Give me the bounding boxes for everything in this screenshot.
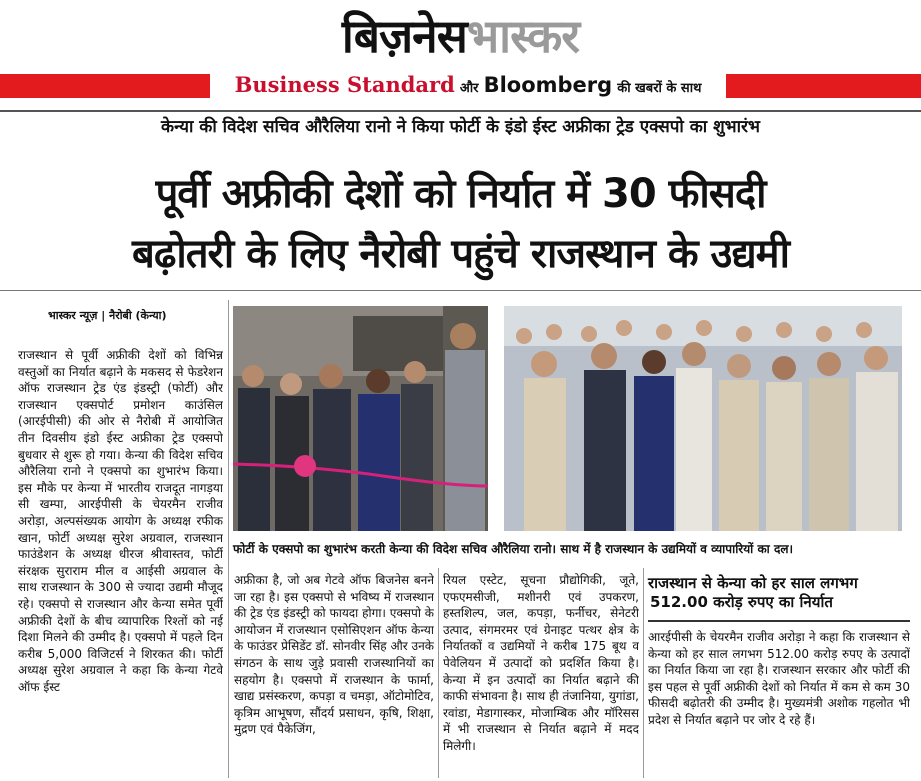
column-divider [228, 300, 229, 778]
partner-business-standard: Business Standard [234, 72, 455, 97]
headline-rule [0, 290, 921, 291]
sidebar-body: आरईपीसी के चेयरमैन राजीव अरोड़ा ने कहा कि राजस्थान से केन्या को हर साल लगभग 512.00 करोड़ रुपए के उत्पादों का निर्यात किया जा रहा है। राजस्थान सरकार और फोर्टी की इस पहल से पूर्वी अफ्रीकी देशों को निर्यात में कम से कम 30 फीसदी बढ़ोतरी की उम्मीद है। मुख्यमंत्री अशोक गहलोत भी प्रदेश से निर्यात बढ़ाने पर जोर दे रहे हैं। [648, 630, 910, 727]
headline-line-2: बढ़ोतरी के लिए नैरोबी पहुंचे राजस्थान के उद्यमी [132, 231, 789, 277]
kicker: केन्या की विदेश सचिव औरैलिया रानो ने किया फोर्टी के इंडो ईस्ट अफ्रीका ट्रेड एक्सपो का शुभारंभ [161, 117, 760, 137]
headline-line-1: पूर्वी अफ्रीकी देशों को निर्यात में 30 फीसदी [155, 171, 766, 217]
body-column-3: रियल एस्टेट, सूचना प्रौद्योगिकी, जूते, एफएमसीजी, मशीनरी एवं उपकरण, हस्तशिल्प, जल, कपड़ा, फर्नीचर, सेनेटरी उत्पाद, संगमरमर एवं ग्रेनाइट पत्थर क्षेत्र के निर्यातकों व उद्यमियों ने करीब 175 बूथ व पेवेलियन में उत्पादों को प्रदर्शित किया है। केन्या में इन उत्पादों का निर्यात बढ़ाने की काफी संभावना है। साथ ही तंजानिया, युगांडा, रवांडा, मेडागास्कर, मोजाम्बिक और मॉरिसस में भी राजस्थान से निर्यात बढ़ाने में मदद मिलेगी। [443, 573, 639, 753]
sidebar-headline [648, 574, 910, 612]
masthead-title [0, 4, 921, 66]
column-divider [643, 568, 644, 778]
sidebar-rule [648, 620, 910, 622]
sidebar-headline-line-2: 512.00 करोड़ रुपए का निर्यात [650, 593, 833, 611]
partner-tail: की खबरों के साथ [617, 81, 702, 96]
column-divider [438, 568, 439, 778]
masthead-title-main: बिज़नेस [341, 9, 467, 63]
body-column-1: राजस्थान से पूर्वी अफ्रीकी देशों को विभिन्न वस्तुओं का निर्यात बढ़ाने के मकसद से फेडरेशन ऑफ राजस्थान ट्रेड एंड इंडस्ट्री (फोर्टी) और राजस्थान एक्सपोर्ट प्रमोशन काउंसिल (आरईपीसी) की ओर से नैरोबी में आयोजित तीन दिवसीय इंडो ईस्ट अफ्रीका ट्रेड एक्सपो बुधवार से शुरू हो गया। केन्या की विदेश सचिव औरैलिया रानो ने एक्सपो का शुभारंभ किया। इस मौके पर केन्या में भारतीय राजदूत नागड़या सी खम्पा, आरईपीसी के चेयरमैन राजीव अरोड़ा, अल्पसंख्यक आयोग के अध्यक्ष रफीक खान, फोर्टी अध्यक्ष सुरेश अग्रवाल, राजस्थान फाउंडेशन के अध्यक्ष धीरज श्रीवास्तव, फोर्टी संरक्षक सुराराम मील व आईसी अग्रवाल के साथ राजस्थान के 300 से ज्यादा उद्यमी मौजूद रहे। एक्सपो से राजस्थान और केन्या समेत पूर्वी अफ्रीकी देशों के बीच व्यापारिक रिश्तों को नई दिशा मिलने की उम्मीद है। एक्सपो में पहले दिन करीब 5,000 विजिटर्स ने शिरकत की। फोर्टी अध्यक्ष सुरेश अग्रवाल ने कहा कि केन्या गेटवे ऑफ ईस्ट [18, 348, 223, 694]
masthead-title-sub: भास्कर [466, 9, 580, 63]
photo-ribbon-cutting [233, 306, 488, 531]
partner-line [210, 72, 726, 102]
body-column-2: अफ्रीका है, जो अब गेटवे ऑफ बिजनेस बनने जा रहा है। इस एक्सपो से भविष्य में राजस्थान की ट्रेड एंड इंडस्ट्री को फायदा होगा। एक्सपो के आयोजन में राजस्थान एसोसिएशन ऑफ केन्या के फाउंडर प्रेसिडेंट डॉ. सोनवीर सिंह और उनके संगठन के साथ जुड़े प्रवासी राजस्थानियों का सहयोग है। एक्सपो में राजस्थान के फार्मा, खाद्य प्रसंस्करण, कपड़ा व चमड़ा, ऑटोमोटिव, कृत्रिम आभूषण, सौंदर्य प्रसाधन, कृषि, शिक्षा, मुद्रण एवं पैकेजिंग, [234, 573, 434, 737]
sidebar-headline-line-1: राजस्थान से केन्या को हर साल लगभग [648, 574, 858, 592]
byline: भास्कर न्यूज़ | नैरोबी (केन्या) [48, 309, 167, 322]
top-rule [0, 110, 921, 112]
photo-delegation-group [504, 306, 902, 531]
photo-caption: फोर्टी के एक्सपो का शुभारंभ करती केन्या की विदेश सचिव औरैलिया रानो। साथ में है राजस्थान के उद्यमियों व व्यापारियों का दल। [233, 542, 794, 556]
partner-and: और [459, 81, 479, 96]
partner-bloomberg: Bloomberg [483, 73, 613, 97]
